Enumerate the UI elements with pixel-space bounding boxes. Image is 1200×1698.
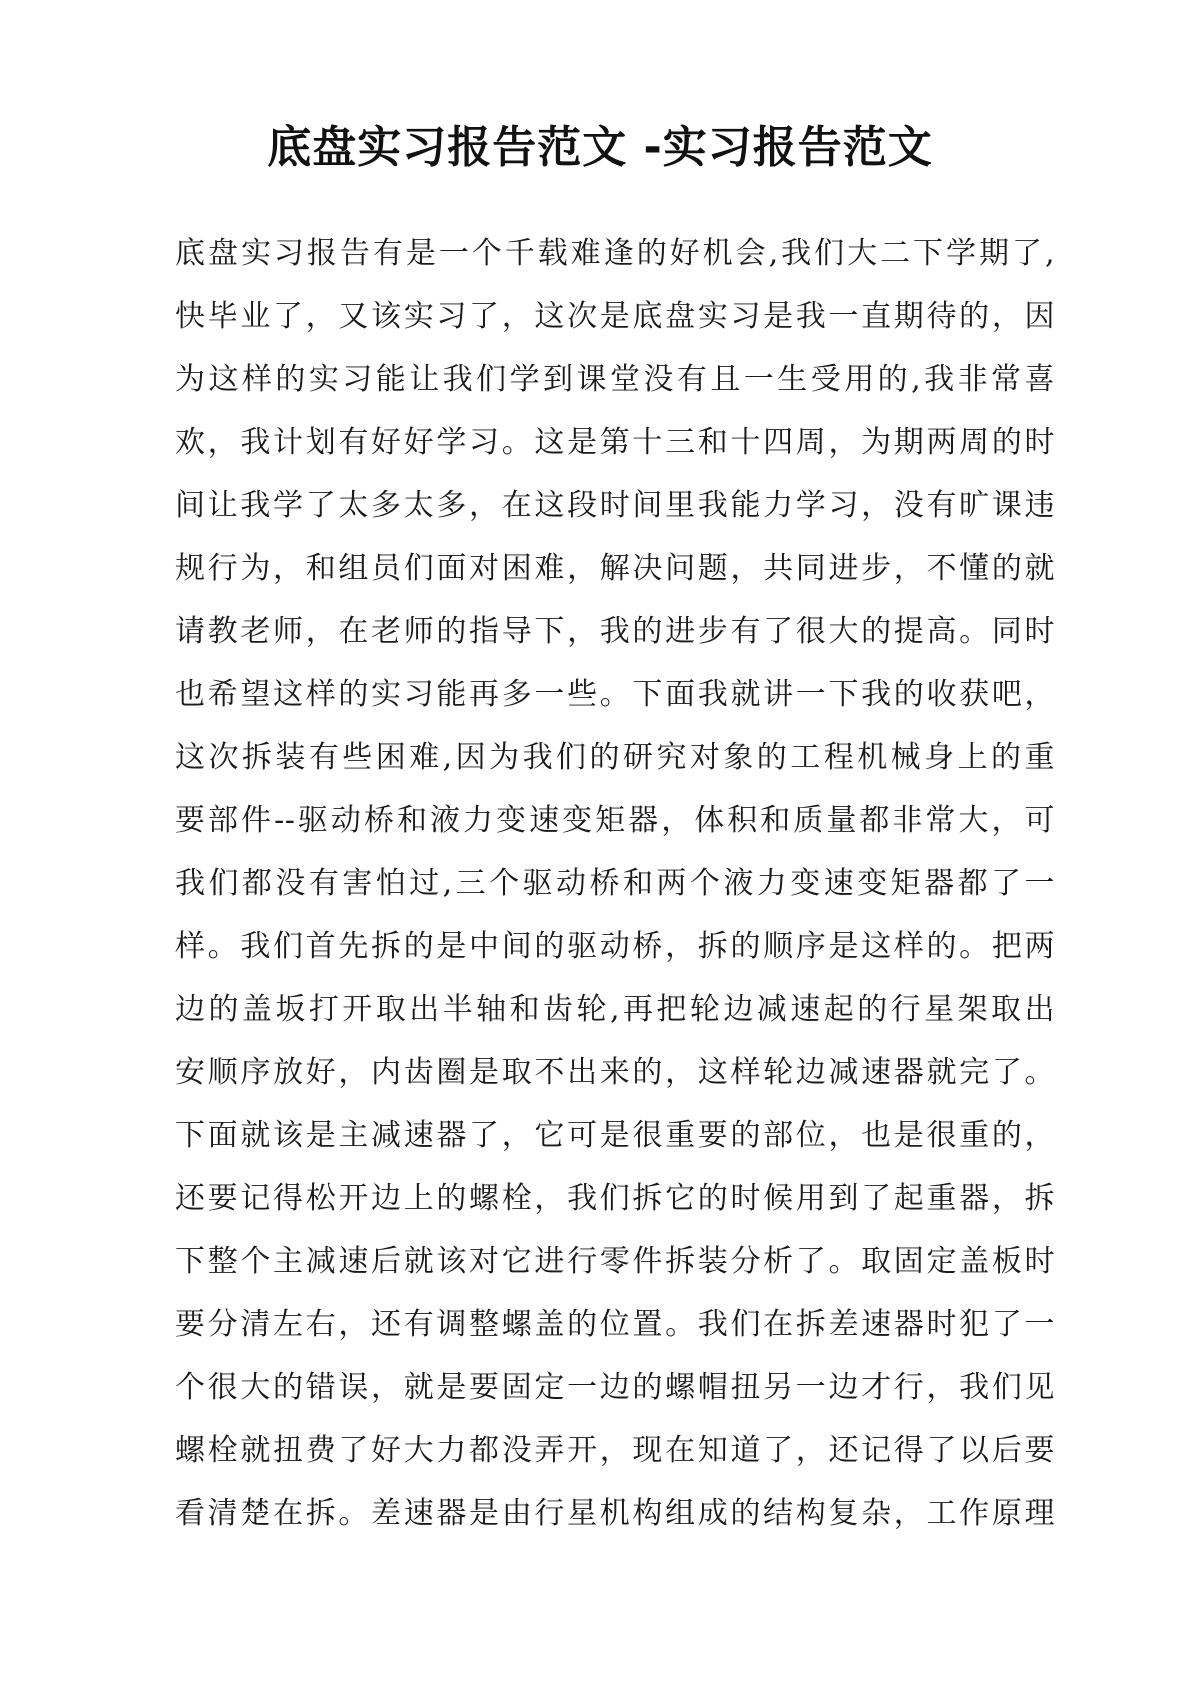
text-line: 螺栓就扭费了好大力都没弄开，现在知道了，还记得了以后要 xyxy=(175,1433,1055,1468)
text-line: 为这样的实习能让我们学到课堂没有且一生受用的,我非常喜 xyxy=(175,362,1055,397)
text-line: 我们都没有害怕过,三个驱动桥和两个液力变速变矩器都了一 xyxy=(175,866,1055,901)
text-line: 要分清左右，还有调整螺盖的位置。我们在拆差速器时犯了一 xyxy=(175,1307,1055,1342)
text-line: 安顺序放好，内齿圈是取不出来的，这样轮边减速器就完了。 xyxy=(175,1055,1055,1090)
text-line: 底盘实习报告有是一个千载难逢的好机会,我们大二下学期了, xyxy=(175,236,1055,271)
text-line: 看清楚在拆。差速器是由行星机构组成的结构复杂，工作原理 xyxy=(175,1496,1055,1531)
text-line: 样。我们首先拆的是中间的驱动桥，拆的顺序是这样的。把两 xyxy=(175,929,1055,964)
text-line: 欢，我计划有好好学习。这是第十三和十四周，为期两周的时 xyxy=(175,425,1055,460)
text-line: 间让我学了太多太多，在这段时间里我能力学习，没有旷课违 xyxy=(175,488,1055,523)
text-line: 规行为，和组员们面对困难，解决问题，共同进步，不懂的就 xyxy=(175,551,1055,586)
text-line: 边的盖坂打开取出半轴和齿轮,再把轮边减速起的行星架取出 xyxy=(175,992,1055,1027)
document-title: 底盘实习报告范文 -实习报告范文 xyxy=(267,122,933,173)
text-line: 下面就该是主减速器了，它可是很重要的部位，也是很重的， xyxy=(175,1118,1055,1153)
text-line: 个很大的错误，就是要固定一边的螺帽扭另一边才行，我们见 xyxy=(175,1370,1055,1405)
text-line: 快毕业了，又该实习了，这次是底盘实习是我一直期待的，因 xyxy=(175,299,1055,334)
document-body xyxy=(175,222,1055,1545)
text-line: 也希望这样的实习能再多一些。下面我就讲一下我的收获吧， xyxy=(175,677,1055,712)
text-line: 这次拆装有些困难,因为我们的研究对象的工程机械身上的重 xyxy=(175,740,1055,775)
text-line: 还要记得松开边上的螺栓，我们拆它的时候用到了起重器，拆 xyxy=(175,1181,1055,1216)
text-line: 要部件--驱动桥和液力变速变矩器，体积和质量都非常大，可 xyxy=(175,803,1055,838)
text-line: 请教老师，在老师的指导下，我的进步有了很大的提高。同时 xyxy=(175,614,1055,649)
text-line: 下整个主减速后就该对它进行零件拆装分析了。取固定盖板时 xyxy=(175,1244,1055,1279)
